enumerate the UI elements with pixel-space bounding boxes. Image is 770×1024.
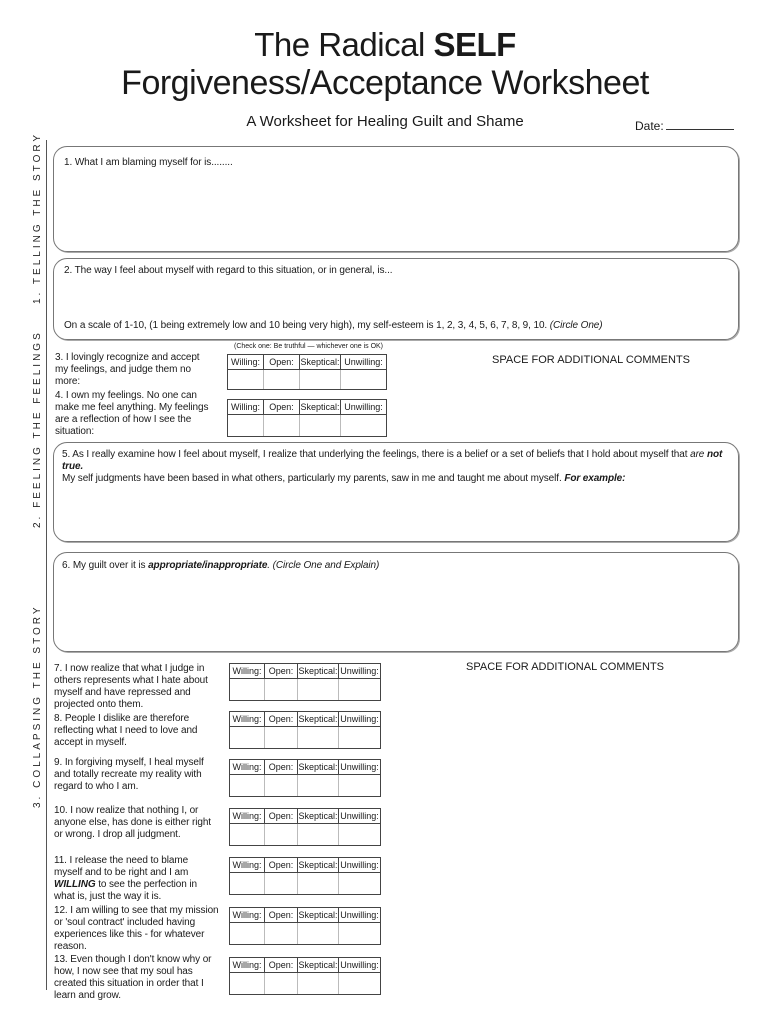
q2-prompt: 2. The way I feel about myself with regard to this situation, or in general, is... xyxy=(64,265,393,276)
section-label-collapsing: 3. COLLAPSING THE STORY xyxy=(32,604,43,808)
cell-unwilling[interactable] xyxy=(341,415,386,436)
q12-response-grid[interactable] xyxy=(229,907,381,945)
col-willing: Willing: xyxy=(230,908,265,922)
col-skeptical: Skeptical: xyxy=(298,714,338,724)
col-skeptical: Skeptical: xyxy=(300,357,340,367)
cell-open[interactable] xyxy=(264,370,300,389)
q11-statement: 11. I release the need to blame myself and to be right and I am WILLING to see the perfection in what is, just the way it is. xyxy=(54,855,197,902)
col-unwilling: Unwilling: xyxy=(340,910,379,920)
comments-label-collapsing: SPACE FOR ADDITIONAL COMMENTS xyxy=(466,661,665,673)
q9-statement: 9. In forgiving myself, I heal myself and totally recreate my reality with regard to who I am. xyxy=(54,757,204,792)
cell-willing[interactable] xyxy=(230,873,265,894)
q7-response-grid[interactable] xyxy=(229,663,381,701)
col-willing: Willing: xyxy=(230,664,265,678)
cell-skeptical[interactable] xyxy=(298,873,339,894)
cell-willing[interactable] xyxy=(230,727,265,748)
col-unwilling: Unwilling: xyxy=(340,860,379,870)
col-open: Open: xyxy=(265,760,298,774)
q3-statement: 3. I lovingly recognize and accept my feelings, and judge them no more: xyxy=(55,352,200,387)
q9-response-grid[interactable] xyxy=(229,759,381,797)
col-skeptical: Skeptical: xyxy=(298,811,338,821)
cell-skeptical[interactable] xyxy=(298,727,339,748)
col-willing: Willing: xyxy=(230,809,265,823)
col-open: Open: xyxy=(265,908,298,922)
col-willing: Willing: xyxy=(230,858,265,872)
col-willing: Willing: xyxy=(228,355,264,369)
subtitle: A Worksheet for Healing Guilt and Shame xyxy=(246,113,524,130)
cell-unwilling[interactable] xyxy=(339,679,380,700)
q13-response-grid[interactable] xyxy=(229,957,381,995)
q4-statement: 4. I own my feelings. No one can make me feel anything. My feelings are a reflection of how I see the situation: xyxy=(55,390,209,437)
q1-prompt: 1. What I am blaming myself for is........ xyxy=(64,157,233,168)
col-open: Open: xyxy=(265,958,298,972)
cell-open[interactable] xyxy=(265,873,298,894)
q8-statement: 8. People I dislike are therefore reflecting what I need to love and accept in myself. xyxy=(54,713,198,748)
cell-skeptical[interactable] xyxy=(298,679,339,700)
cell-skeptical[interactable] xyxy=(298,923,339,944)
col-open: Open: xyxy=(264,355,300,369)
date-field[interactable] xyxy=(635,119,734,133)
col-open: Open: xyxy=(265,664,298,678)
q10-statement: 10. I now realize that nothing I, or anyone else, has done is either right or wrong. I drop all judgment. xyxy=(54,805,211,840)
col-open: Open: xyxy=(265,809,298,823)
comments-label-feelings: SPACE FOR ADDITIONAL COMMENTS xyxy=(492,354,691,366)
q11-response-grid[interactable] xyxy=(229,857,381,895)
col-willing: Willing: xyxy=(228,400,264,414)
cell-willing[interactable] xyxy=(230,824,265,845)
col-unwilling: Unwilling: xyxy=(344,357,383,367)
q12-statement: 12. I am willing to see that my mission or 'soul contract' included having experiences like this - for whatever reason. xyxy=(54,905,219,952)
check-one-note: (Check one: Be truthful — whichever one is OK) xyxy=(234,343,384,350)
cell-willing[interactable] xyxy=(230,923,265,944)
cell-open[interactable] xyxy=(265,973,298,994)
q3-response-grid[interactable] xyxy=(227,354,387,390)
col-unwilling: Unwilling: xyxy=(340,960,379,970)
title-line-1: The Radical SELF xyxy=(254,26,516,63)
col-skeptical: Skeptical: xyxy=(298,860,338,870)
col-willing: Willing: xyxy=(230,760,265,774)
date-line[interactable] xyxy=(666,119,734,130)
cell-unwilling[interactable] xyxy=(339,727,380,748)
col-skeptical: Skeptical: xyxy=(298,666,338,676)
col-skeptical: Skeptical: xyxy=(300,402,340,412)
col-unwilling: Unwilling: xyxy=(344,402,383,412)
col-willing: Willing: xyxy=(230,958,265,972)
cell-unwilling[interactable] xyxy=(339,775,380,796)
cell-willing[interactable] xyxy=(228,370,264,389)
cell-skeptical[interactable] xyxy=(298,775,339,796)
col-skeptical: Skeptical: xyxy=(298,762,338,772)
title-line-2: Forgiveness/Acceptance Worksheet xyxy=(121,64,649,102)
col-open: Open: xyxy=(265,712,298,726)
cell-unwilling[interactable] xyxy=(339,973,380,994)
col-skeptical: Skeptical: xyxy=(298,910,338,920)
cell-unwilling[interactable] xyxy=(339,824,380,845)
cell-open[interactable] xyxy=(265,727,298,748)
col-skeptical: Skeptical: xyxy=(298,960,338,970)
cell-open[interactable] xyxy=(264,415,300,436)
self-esteem-scale: On a scale of 1-10, (1 being extremely low and 10 being very high), my self-esteem is 1, 2, 3, 4, 5, 6, 7, 8, 9, 10. (Circle One) xyxy=(64,320,603,331)
col-open: Open: xyxy=(264,400,300,414)
cell-skeptical[interactable] xyxy=(300,415,341,436)
col-unwilling: Unwilling: xyxy=(340,762,379,772)
cell-unwilling[interactable] xyxy=(339,923,380,944)
cell-open[interactable] xyxy=(265,679,298,700)
q4-response-grid[interactable] xyxy=(227,399,387,437)
q7-statement: 7. I now realize that what I judge in others represents what I hate about myself and have repressed and projected onto them. xyxy=(54,663,208,710)
cell-skeptical[interactable] xyxy=(298,824,339,845)
cell-unwilling[interactable] xyxy=(341,370,386,389)
cell-open[interactable] xyxy=(265,824,298,845)
section-label-feeling: 2. FEELING THE FEELINGS xyxy=(32,330,43,528)
q5-prompt: 5. As I really examine how I feel about myself, I realize that underlying the feelings, there is a belief or a set of beliefs that I hold about myself that are not true. My self judgments have been based in what others, particularly my parents, saw in me and taught me about myself. For example: xyxy=(62,449,723,484)
col-unwilling: Unwilling: xyxy=(340,811,379,821)
q13-statement: 13. Even though I don't know why or how, I now see that my soul has created this situation in order that I learn and grow. xyxy=(54,954,212,1001)
q6-prompt: 6. My guilt over it is appropriate/inappropriate. (Circle One and Explain) xyxy=(62,560,380,571)
section-label-telling: 1. TELLING THE STORY xyxy=(32,131,43,304)
date-label: Date: xyxy=(635,119,664,133)
col-willing: Willing: xyxy=(230,712,265,726)
cell-skeptical[interactable] xyxy=(300,370,341,389)
q8-response-grid[interactable] xyxy=(229,711,381,749)
cell-unwilling[interactable] xyxy=(339,873,380,894)
col-unwilling: Unwilling: xyxy=(340,666,379,676)
cell-willing[interactable] xyxy=(228,415,264,436)
q10-response-grid[interactable] xyxy=(229,808,381,846)
cell-willing[interactable] xyxy=(230,973,265,994)
cell-open[interactable] xyxy=(265,923,298,944)
col-unwilling: Unwilling: xyxy=(340,714,379,724)
side-divider-line xyxy=(46,140,47,990)
col-open: Open: xyxy=(265,858,298,872)
cell-skeptical[interactable] xyxy=(298,973,339,994)
cell-willing[interactable] xyxy=(230,679,265,700)
cell-open[interactable] xyxy=(265,775,298,796)
cell-willing[interactable] xyxy=(230,775,265,796)
